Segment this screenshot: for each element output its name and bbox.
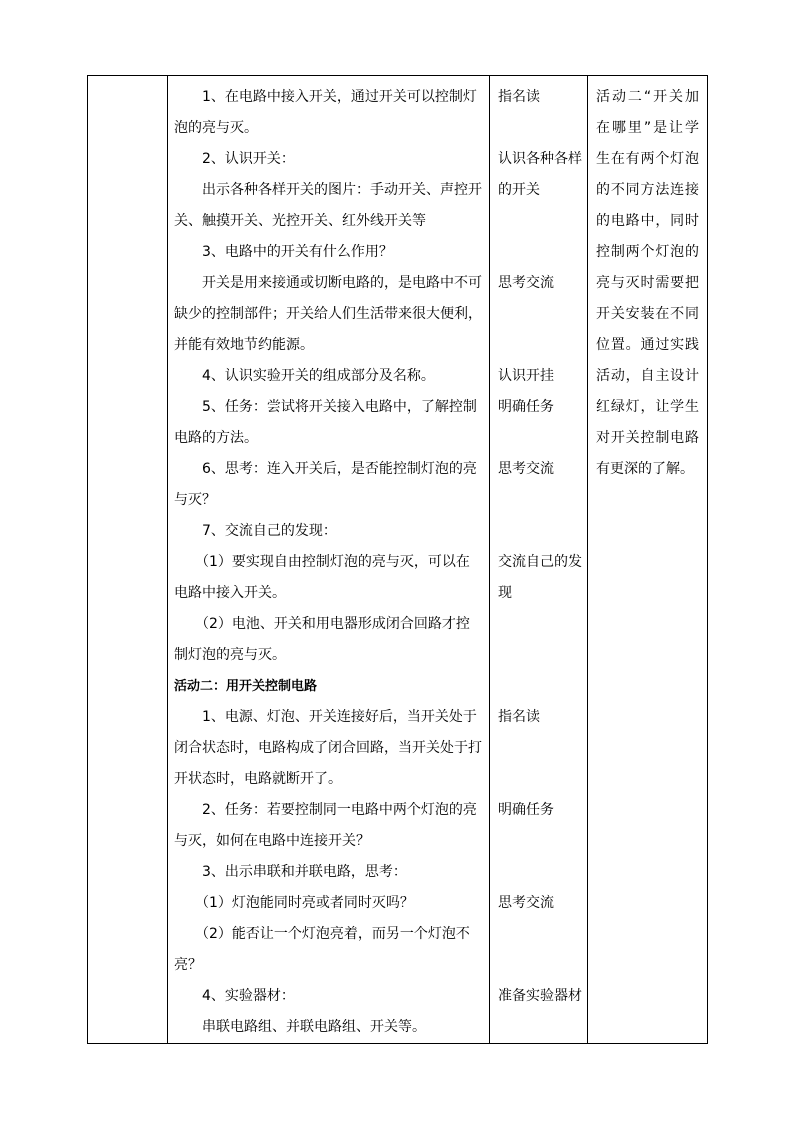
content-line: 3、出示串联和并联电路，思考： xyxy=(202,864,407,880)
content-line: 6、思考：连入开关后，是否能控制灯泡的亮 xyxy=(202,461,477,477)
student-note: 明确任务 xyxy=(498,802,554,818)
content-line: （2）电池、开关和用电器形成闭合回路才控 xyxy=(195,616,470,632)
student-note: 认识各种各样 xyxy=(498,151,582,167)
student-note: 认识开挂 xyxy=(498,368,554,384)
student-note: 现 xyxy=(498,585,512,601)
content-line: （2）能否让一个灯泡亮着，而另一个灯泡不 xyxy=(195,926,470,942)
content-line: 2、认识开关： xyxy=(202,151,295,167)
content-line: （1）灯泡能同时亮或者同时灭吗？ xyxy=(195,895,414,911)
content-line: 亮？ xyxy=(174,957,202,973)
student-note: 的开关 xyxy=(498,182,540,198)
table-row xyxy=(88,76,708,1044)
design-remark: 活动二“开关加在哪里”是让学生在有两个灯泡的不同方法连接的电路中，同时控制两个灯泡的亮与灭时需要把开关安装在不同位置。通过实践活动，自主设计红绿灯，让学生对开关控制电路有更深的了解。 xyxy=(596,89,699,477)
content-line: 并能有效地节约能源。 xyxy=(174,337,314,353)
lesson-table xyxy=(87,75,708,1044)
content-line: 4、实验器材： xyxy=(202,988,295,1004)
student-note: 指名读 xyxy=(498,709,540,725)
teaching-content-cell xyxy=(168,76,490,1044)
student-note: 明确任务 xyxy=(498,399,554,415)
content-line: 5、任务：尝试将开关接入电路中，了解控制 xyxy=(202,399,477,415)
content-line: 1、电源、灯泡、开关连接好后，当开关处于 xyxy=(202,709,477,725)
content-line: 电路中接入开关。 xyxy=(174,585,286,601)
student-note: 交流自己的发 xyxy=(498,554,582,570)
content-line: 7、交流自己的发现： xyxy=(202,523,337,539)
content-line: 闭合状态时，电路构成了闭合回路，当开关处于打 xyxy=(174,740,482,756)
content-line: 3、电路中的开关有什么作用？ xyxy=(202,244,393,260)
student-note: 准备实验器材 xyxy=(498,988,582,1004)
section-heading: 活动二：用开关控制电路 xyxy=(174,679,318,694)
content-line: 制灯泡的亮与灭。 xyxy=(174,647,286,663)
content-line: （1）要实现自由控制灯泡的亮与灭，可以在 xyxy=(195,554,470,570)
student-note: 思考交流 xyxy=(498,461,554,477)
content-line: 串联电路组、并联电路组、开关等。 xyxy=(202,1019,426,1035)
content-line: 2、任务：若要控制同一电路中两个灯泡的亮 xyxy=(202,802,477,818)
student-activity-cell xyxy=(490,76,588,1044)
content-line: 开状态时，电路就断开了。 xyxy=(174,771,342,787)
student-note: 思考交流 xyxy=(498,895,554,911)
content-line: 与灭，如何在电路中连接开关？ xyxy=(174,833,370,849)
student-note: 思考交流 xyxy=(498,275,554,291)
student-note: 指名读 xyxy=(498,89,540,105)
content-line: 4、认识实验开关的组成部分及名称。 xyxy=(202,368,435,384)
content-line: 出示各种各样开关的图片：手动开关、声控开 xyxy=(202,182,482,198)
content-line: 缺少的控制部件；开关给人们生活带来很大便利， xyxy=(174,306,482,322)
blank-column-cell xyxy=(88,76,168,1044)
teaching-content xyxy=(168,76,489,1043)
content-line: 1、在电路中接入开关，通过开关可以控制灯 xyxy=(202,89,477,105)
design-remark-cell xyxy=(588,76,708,1044)
content-line: 与灭？ xyxy=(174,492,216,508)
student-activity xyxy=(490,76,587,1043)
content-line: 关、触摸开关、光控开关、红外线开关等 xyxy=(174,213,426,229)
content-line: 开关是用来接通或切断电路的，是电路中不可 xyxy=(202,275,482,291)
content-line: 电路的方法。 xyxy=(174,430,258,446)
content-line: 泡的亮与灭。 xyxy=(174,120,258,136)
